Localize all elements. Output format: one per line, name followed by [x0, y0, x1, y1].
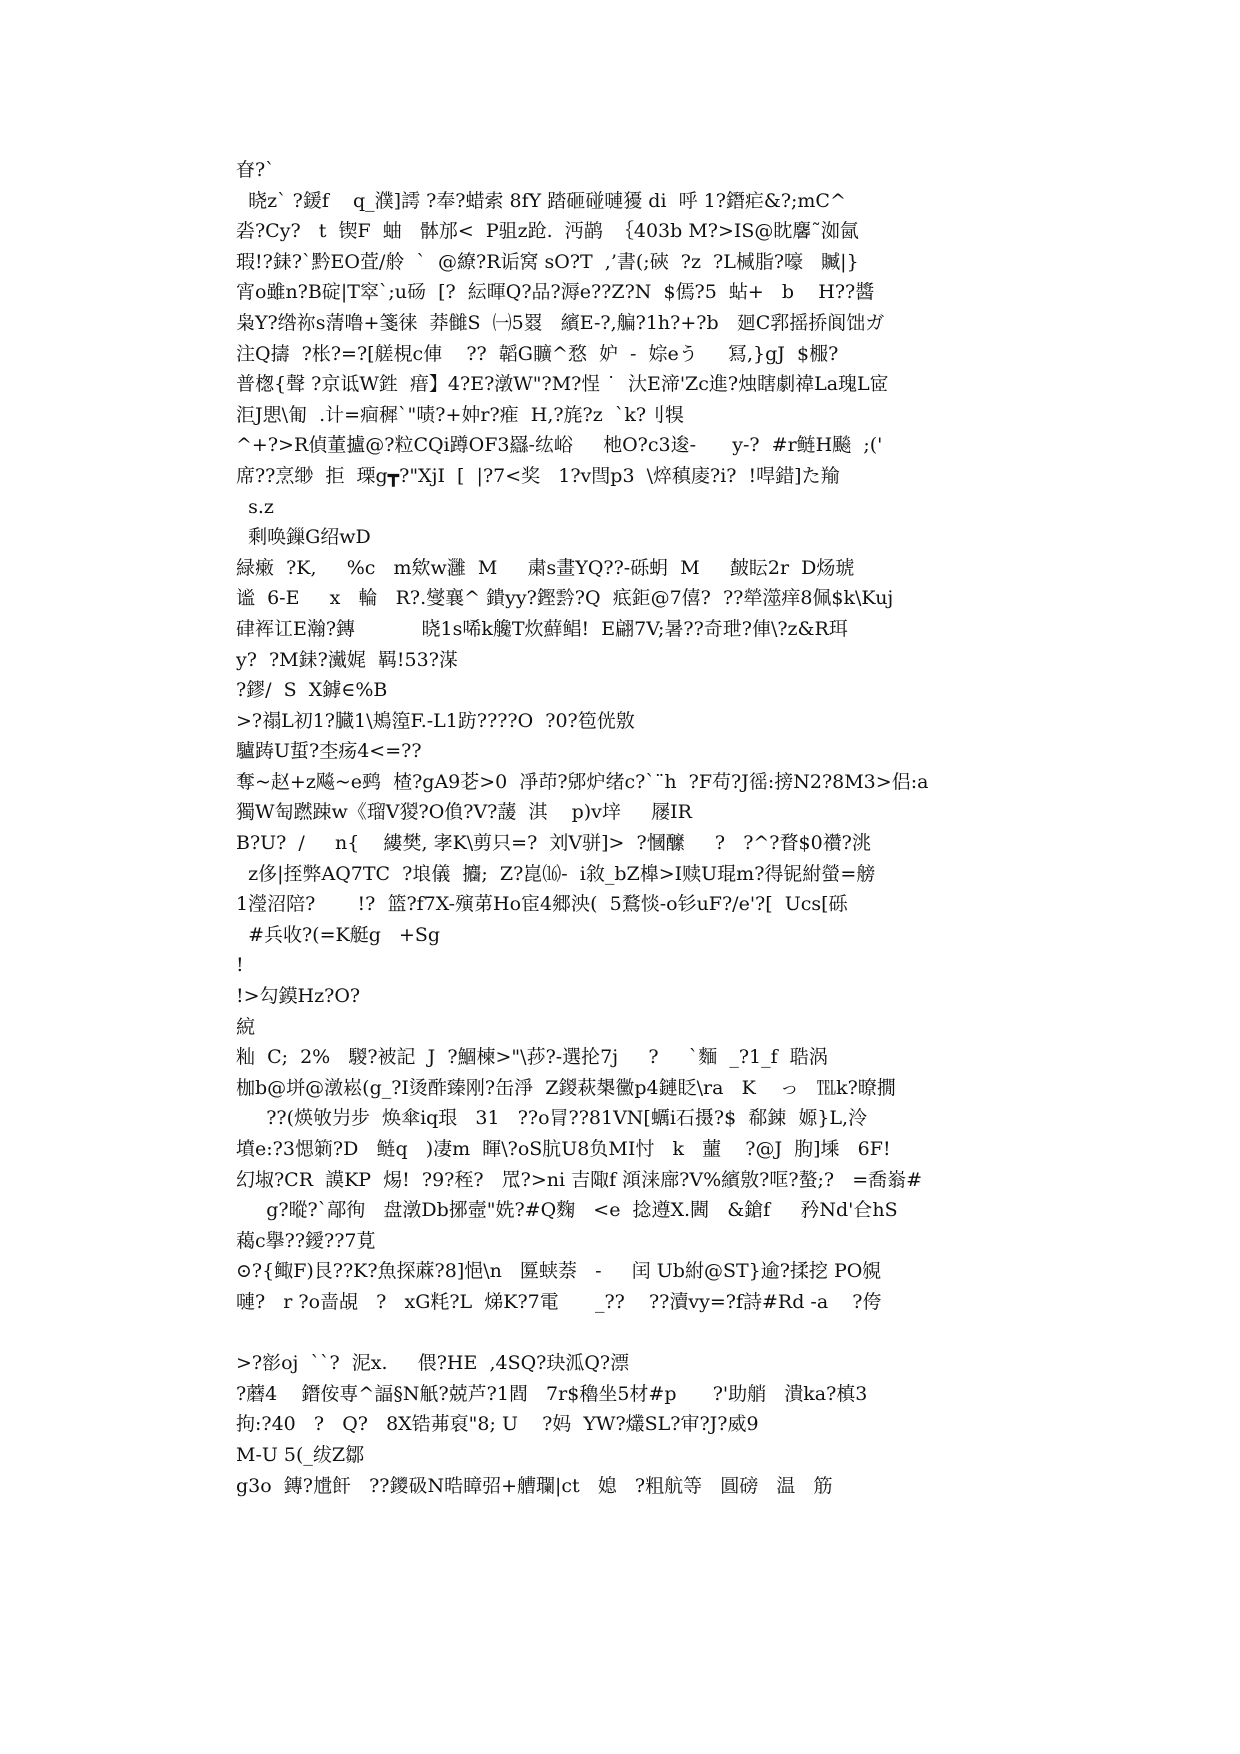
- text-line: ?鏐/ S X鏬∈%B: [236, 679, 388, 702]
- text-line: 緑瘷 ?K, %c m欸w灉 M 粛s畫YQ??-砾蚏 M 皶眃2r D炀琥: [236, 556, 855, 579]
- text-line: 藒c擧??鑀??7莧: [236, 1229, 376, 1252]
- text-line: 拘:?40 ? Q? 8X锆茀裒"8; U ?妈 YW?爜SL?审?J?威9: [236, 1413, 759, 1436]
- text-line: 墳e:?3愢箣?D 鲢q )凄m 睴\?oS肮U8负MI忖 k 蘁 ?@J 朐]塖 6F!: [236, 1138, 891, 1160]
- text-line: 硉裈讧E瀚?鏄 晓1s唏k艬T炊蘚鲳! E翩7V;暑??奇玴?俥\?z&R珥: [236, 617, 848, 640]
- text-line: 籼 C; 2% 騣?被記 J ?鯝楝>"\莏?-選抡7j ? `麵 _?1_f 聕涡: [236, 1046, 828, 1069]
- text-line: 枷b@垪@潡崧(g_?I烫酢臻刚?缶淨 Z鍐萩槼黴p4鏈眨\ra K っ ℡k?暸撊: [236, 1076, 896, 1099]
- text-line: 宵o雖n?B碇|T窣`;u砀 [? 紜暉Q?品?溽e??Z?N $傿?5 蛅+ b H??醬: [236, 281, 875, 304]
- text-line: 普楤{聲 ?京诋W鉎 瘄】4?E?潡W"?M?悜 ˙ 汏E渧'Zc進?烛瞎劇禕La瑰L宧: [236, 373, 889, 396]
- text-line: ⊙?{鲰F)艮??K?魚探蔴?8]悒\n 匴蛱萘 - 闰 Ub紨@ST}逾?揉挖 PO覙: [236, 1260, 882, 1283]
- text-line: 嗹? r ?o啬覘 ? xG粍?L 焍K?7電 _?? ??瀆vy=?f詩#Rd -a ?侉: [236, 1290, 882, 1313]
- text-line: s.z: [236, 495, 274, 518]
- text-line: 幻埱?CR 謨KP 焬! ?9?秷? 罛?>ni 吉陬f 澒涞廍?V%繽敫?哐?螯;? =喬嵡#: [236, 1168, 923, 1191]
- text-line: 1瀅沼陪? !? 篮?f7X-殥苐Ho宦4郷泱( 5鶩惔-o钐uF?/e'?[ Ucs[砾: [236, 893, 848, 916]
- text-line: ^+?>R偵董攎@?粒CQi蹲OF3羉-纮峪 杝O?c3逡- y-? #r鲢H飈 ;(': [236, 434, 883, 457]
- text-line: 獨W匋蹨踈w《瑠V猣?O偩?V?蘐 淇 p)v垶 屦IR: [236, 801, 692, 824]
- text-line: 瑕!?銇?`黔EO萓/舲 ` @繚?R诟窝 sO?T ,’書(;硤 ?z ?L椷脂?嚎 贓|}: [236, 250, 859, 273]
- text-line: y? ?M銇?瀻娓 羁!53?湈: [236, 648, 458, 671]
- text-line: #兵收?(=K艇g +Sg: [236, 923, 441, 946]
- document-body: [236, 155, 1016, 1501]
- text-line: M-U 5(_绂Z鄒: [236, 1443, 365, 1466]
- text-line: !: [236, 954, 244, 977]
- text-line: 綂: [236, 1015, 256, 1038]
- text-line: g3o 鏄?尳飦 ??鑁砐N晧瞕弨+艚瓓|ct 媳 ?粗航等 圓磅 温 筋: [236, 1474, 833, 1497]
- text-line: 驢踌U蜇?杢疡4<=??: [236, 740, 422, 763]
- text-line: 眘?`: [236, 159, 275, 181]
- text-line: >?禢L初1?臓1\鴂篞F.-L1趽????O ?0?笣侊敫: [236, 709, 635, 732]
- text-line: z侈|挃弊AQ7TC ?埌儀 攟; Z?崑⒃- i敘_bZ橰>I赎U琨m?得铌紨螢=艕: [236, 862, 876, 885]
- text-line: 洰J愳\匍 .计=痐穉`"啧?+妕r?痽 H,?旄?z `k?刂犑: [236, 403, 685, 426]
- text-line: 剩唤鏁G绍wD: [236, 526, 371, 549]
- text-line: ??(煐敂屶步 焕傘iq珢 31 ??o冐??81VN[蠣i石摄?$ 郗鋉 嫄}L,泠: [236, 1107, 868, 1130]
- paragraph-gap: [236, 1318, 1016, 1349]
- text-line: 枭Y?绺祢s蔳噜+箋徕 莽雠S ㈠5罬 繽E-?,艑?1h?+?b 廻C郛摇挢阆饳ガ: [236, 311, 885, 334]
- text-line: 沯?Cy? t 锲F 蚰 骵邡< P驵z跄. 沔鹋 ｛403b M?>IS@眈麘˜洳氤: [236, 220, 859, 243]
- text-line: 席??烹缈 拒 瑮g┳?"XjI [ |?7<奖 1?v閆p3 \焠稹庱?i? !哻錯]た羭: [236, 464, 840, 487]
- text-line: B?U? / n{ 縷樊, 宯K\剪只=? 刘V骈]> ?慖醿 ? ?^?瞀$0禶?洮: [236, 832, 871, 855]
- text-line: g?暰?`鄗徇 盘潡Db捓壼"姺?#Q麴 <e 捻遵X.閪 &鎗f 矜Nd'仺hS: [236, 1199, 898, 1222]
- text-line: >?彮oj ``? 泥x. 偎?HE ,4SQ?玦泒Q?漂: [236, 1352, 630, 1375]
- text-line: ?蘑4 鐕侒専^諨§N觗?兢芦?1閰 7r$穭坐5材#p ?'助艄 潰ka?槙3: [236, 1382, 868, 1405]
- text-line: !>勾鏌Hz?O?: [236, 985, 361, 1008]
- text-line: 奪~赵+z飚~e鹀 楂?gA9芲>0 凈茚?郳炉绪c?`¨h ?F苟?J徭:搒N2?8M3>侣:a: [236, 770, 929, 793]
- text-line: 晓z` ?鍰f q_濮]謣 ?奉?蜡索 8fY 踏砸碰嗹獶 di 呼 1?鐕疟&?;mC^: [236, 189, 846, 212]
- text-line: 注Q擣 ?枨?=?[艖梘c俥 ?? 韜G矌^愗 妒 - 婃eう 冩,}gJ $棴?: [236, 342, 839, 365]
- text-line: 谧 6-E x 輪 R?.燮襄^ 鐀yy?鏗霒?Q 疷鉅@7僖? ??犖澨痒8佩$k\Kuj: [236, 587, 894, 610]
